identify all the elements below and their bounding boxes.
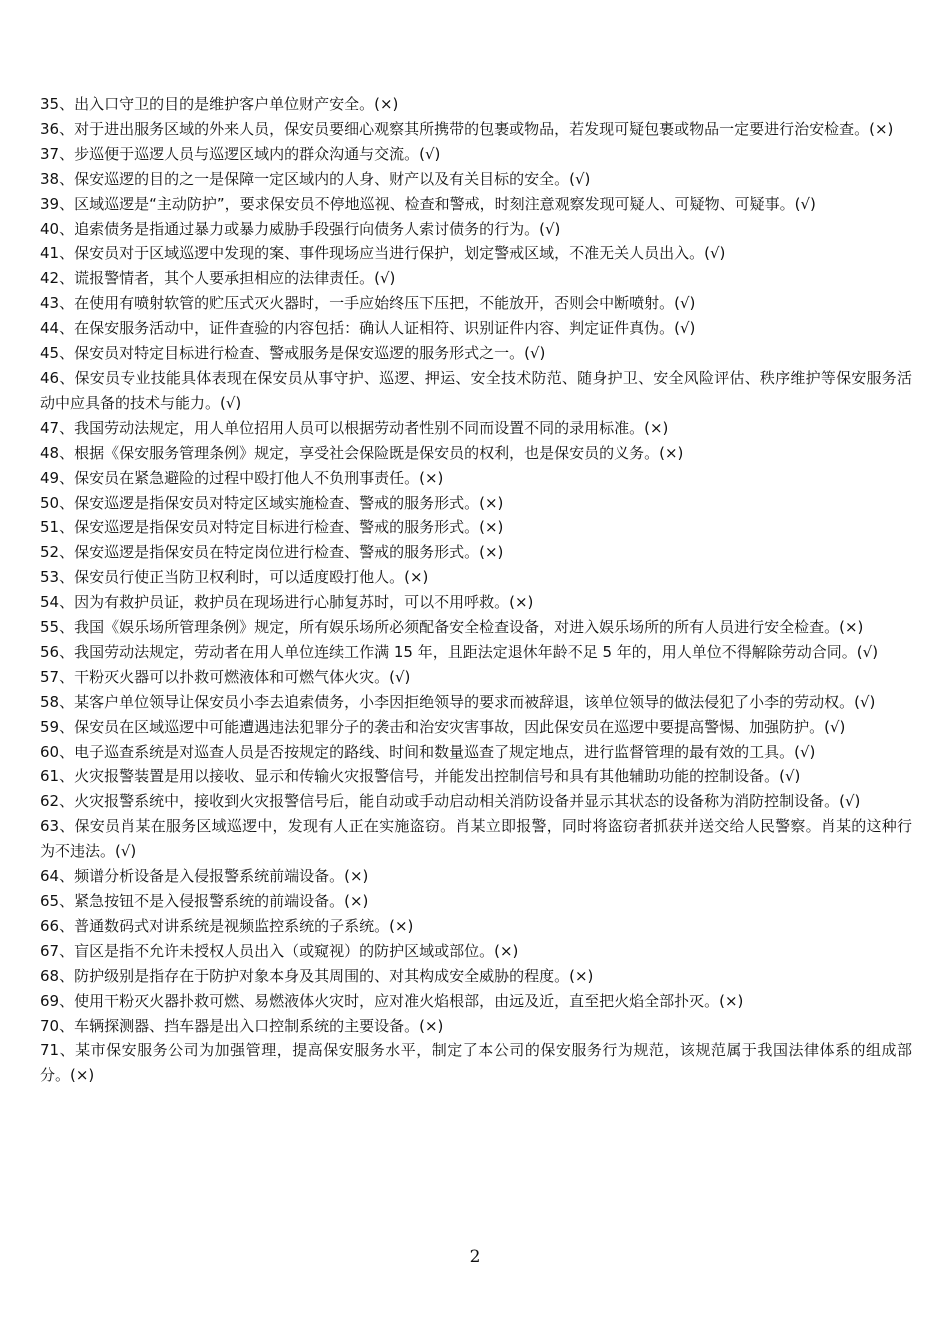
question-item: 38、保安巡逻的目的之一是保障一定区域内的人身、财产以及有关目标的安全。(√) [40, 169, 591, 188]
question-item: 41、保安员对于区域巡逻中发现的案、事件现场应当进行保护，划定警戒区域，不准无关人员出入。(√) [40, 244, 726, 263]
question-item: 61、火灾报警装置是用以接收、显示和传输火灾报警信号，并能发出控制信号和具有其他辅助功能的控制设备。(√) [40, 767, 801, 786]
question-item: 57、干粉灭火器可以扑救可燃液体和可燃气体火灾。(√) [40, 667, 411, 686]
question-list [40, 92, 912, 1088]
question-item: 56、我国劳动法规定，劳动者在用人单位连续工作满 15 年，且距法定退休年龄不足 5 年的，用人单位不得解除劳动合同。(√) [40, 642, 879, 661]
question-item: 48、根据《保安服务管理条例》规定，享受社会保险既是保安员的权利，也是保安员的义务。(×) [40, 443, 684, 462]
question-item: 59、保安员在区域巡逻中可能遭遇违法犯罪分子的袭击和治安灾害事故，因此保安员在巡逻中要提高警惕、加强防护。(√) [40, 717, 846, 736]
question-item: 40、追索债务是指通过暴力或暴力威胁手段强行向债务人索讨债务的行为。(√) [40, 219, 561, 238]
question-item: 37、步巡便于巡逻人员与巡逻区域内的群众沟通与交流。(√) [40, 144, 441, 163]
question-item: 52、保安巡逻是指保安员在特定岗位进行检查、警戒的服务形式。(×) [40, 543, 504, 562]
question-item: 68、防护级别是指存在于防护对象本身及其周围的、对其构成安全威胁的程度。(×) [40, 966, 594, 985]
question-item: 65、紧急按钮不是入侵报警系统的前端设备。(×) [40, 892, 369, 910]
question-item: 49、保安员在紧急避险的过程中殴打他人不负刑事责任。(×) [40, 468, 444, 487]
question-item: 71、某市保安服务公司为加强管理，提高保安服务水平，制定了本公司的保安服务行为规范，该规范属于我国法律体系的组成部分。(×) [40, 1041, 912, 1085]
question-item: 70、车辆探测器、挡车器是出入口控制系统的主要设备。(×) [40, 1016, 444, 1035]
page-number: 2 [469, 1247, 481, 1267]
question-item: 50、保安巡逻是指保安员对特定区域实施检查、警戒的服务形式。(×) [40, 493, 504, 512]
question-item: 58、某客户单位领导让保安员小李去追索债务，小李因拒绝领导的要求而被辞退，该单位领导的做法侵犯了小李的劳动权。(√) [40, 692, 876, 711]
question-item: 60、电子巡查系统是对巡查人员是否按规定的路线、时间和数量巡查了规定地点，进行监督管理的最有效的工具。(√) [40, 742, 816, 761]
question-item: 66、普通数码式对讲系统是视频监控系统的子系统。(×) [40, 916, 414, 935]
question-item: 67、盲区是指不允许未授权人员出入（或窥视）的防护区域或部位。(×) [40, 941, 519, 960]
question-item: 35、出入口守卫的目的是维护客户单位财产安全。(×) [40, 95, 399, 113]
question-item: 45、保安员对特定目标进行检查、警戒服务是保安巡逻的服务形式之一。(√) [40, 344, 546, 363]
question-item: 51、保安巡逻是指保安员对特定目标进行检查、警戒的服务形式。(×) [40, 518, 504, 537]
question-item: 43、在使用有喷射软管的贮压式灭火器时，一手应始终压下压把，不能放开，否则会中断喷射。(√) [40, 294, 696, 313]
question-item: 62、火灾报警系统中，接收到火灾报警信号后，能自动或手动启动相关消防设备并显示其状态的设备称为消防控制设备。(√) [40, 792, 861, 811]
question-item: 53、保安员行使正当防卫权利时，可以适度殴打他人。(×) [40, 568, 429, 587]
question-item: 63、保安员肖某在服务区域巡逻中，发现有人正在实施盗窃。肖某立即报警，同时将盗窃者抓获并送交给人民警察。肖某的这种行为不违法。(√) [40, 817, 912, 861]
question-item: 54、因为有救护员证，救护员在现场进行心肺复苏时，可以不用呼救。(×) [40, 593, 534, 612]
question-item: 47、我国劳动法规定，用人单位招用人员可以根据劳动者性别不同而设置不同的录用标准。(×) [40, 418, 669, 437]
question-item: 36、对于进出服务区域的外来人员，保安员要细心观察其所携带的包裹或物品，若发现可疑包裹或物品一定要进行治安检查。(×) [40, 119, 894, 138]
question-item: 42、谎报警情者，其个人要承担相应的法律责任。(√) [40, 269, 396, 288]
question-item: 69、使用干粉灭火器扑救可燃、易燃液体火灾时，应对准火焰根部，由远及近，直至把火焰全部扑灭。(×) [40, 991, 744, 1010]
question-item: 39、区域巡逻是“主动防护”，要求保安员不停地巡视、检查和警戒，时刻注意观察发现可疑人、可疑物、可疑事。(√) [40, 194, 816, 213]
question-item: 46、保安员专业技能具体表现在保安员从事守护、巡逻、押运、安全技术防范、随身护卫、安全风险评估、秩序维护等保安服务活动中应具备的技术与能力。(√) [40, 368, 912, 412]
question-item: 64、频谱分析设备是入侵报警系统前端设备。(×) [40, 867, 369, 886]
question-item: 55、我国《娱乐场所管理条例》规定，所有娱乐场所必须配备安全检查设备，对进入娱乐场所的所有人员进行安全检查。(×) [40, 618, 864, 637]
question-item: 44、在保安服务活动中，证件查验的内容包括：确认人证相符、识别证件内容、判定证件真伪。(√) [40, 319, 696, 338]
